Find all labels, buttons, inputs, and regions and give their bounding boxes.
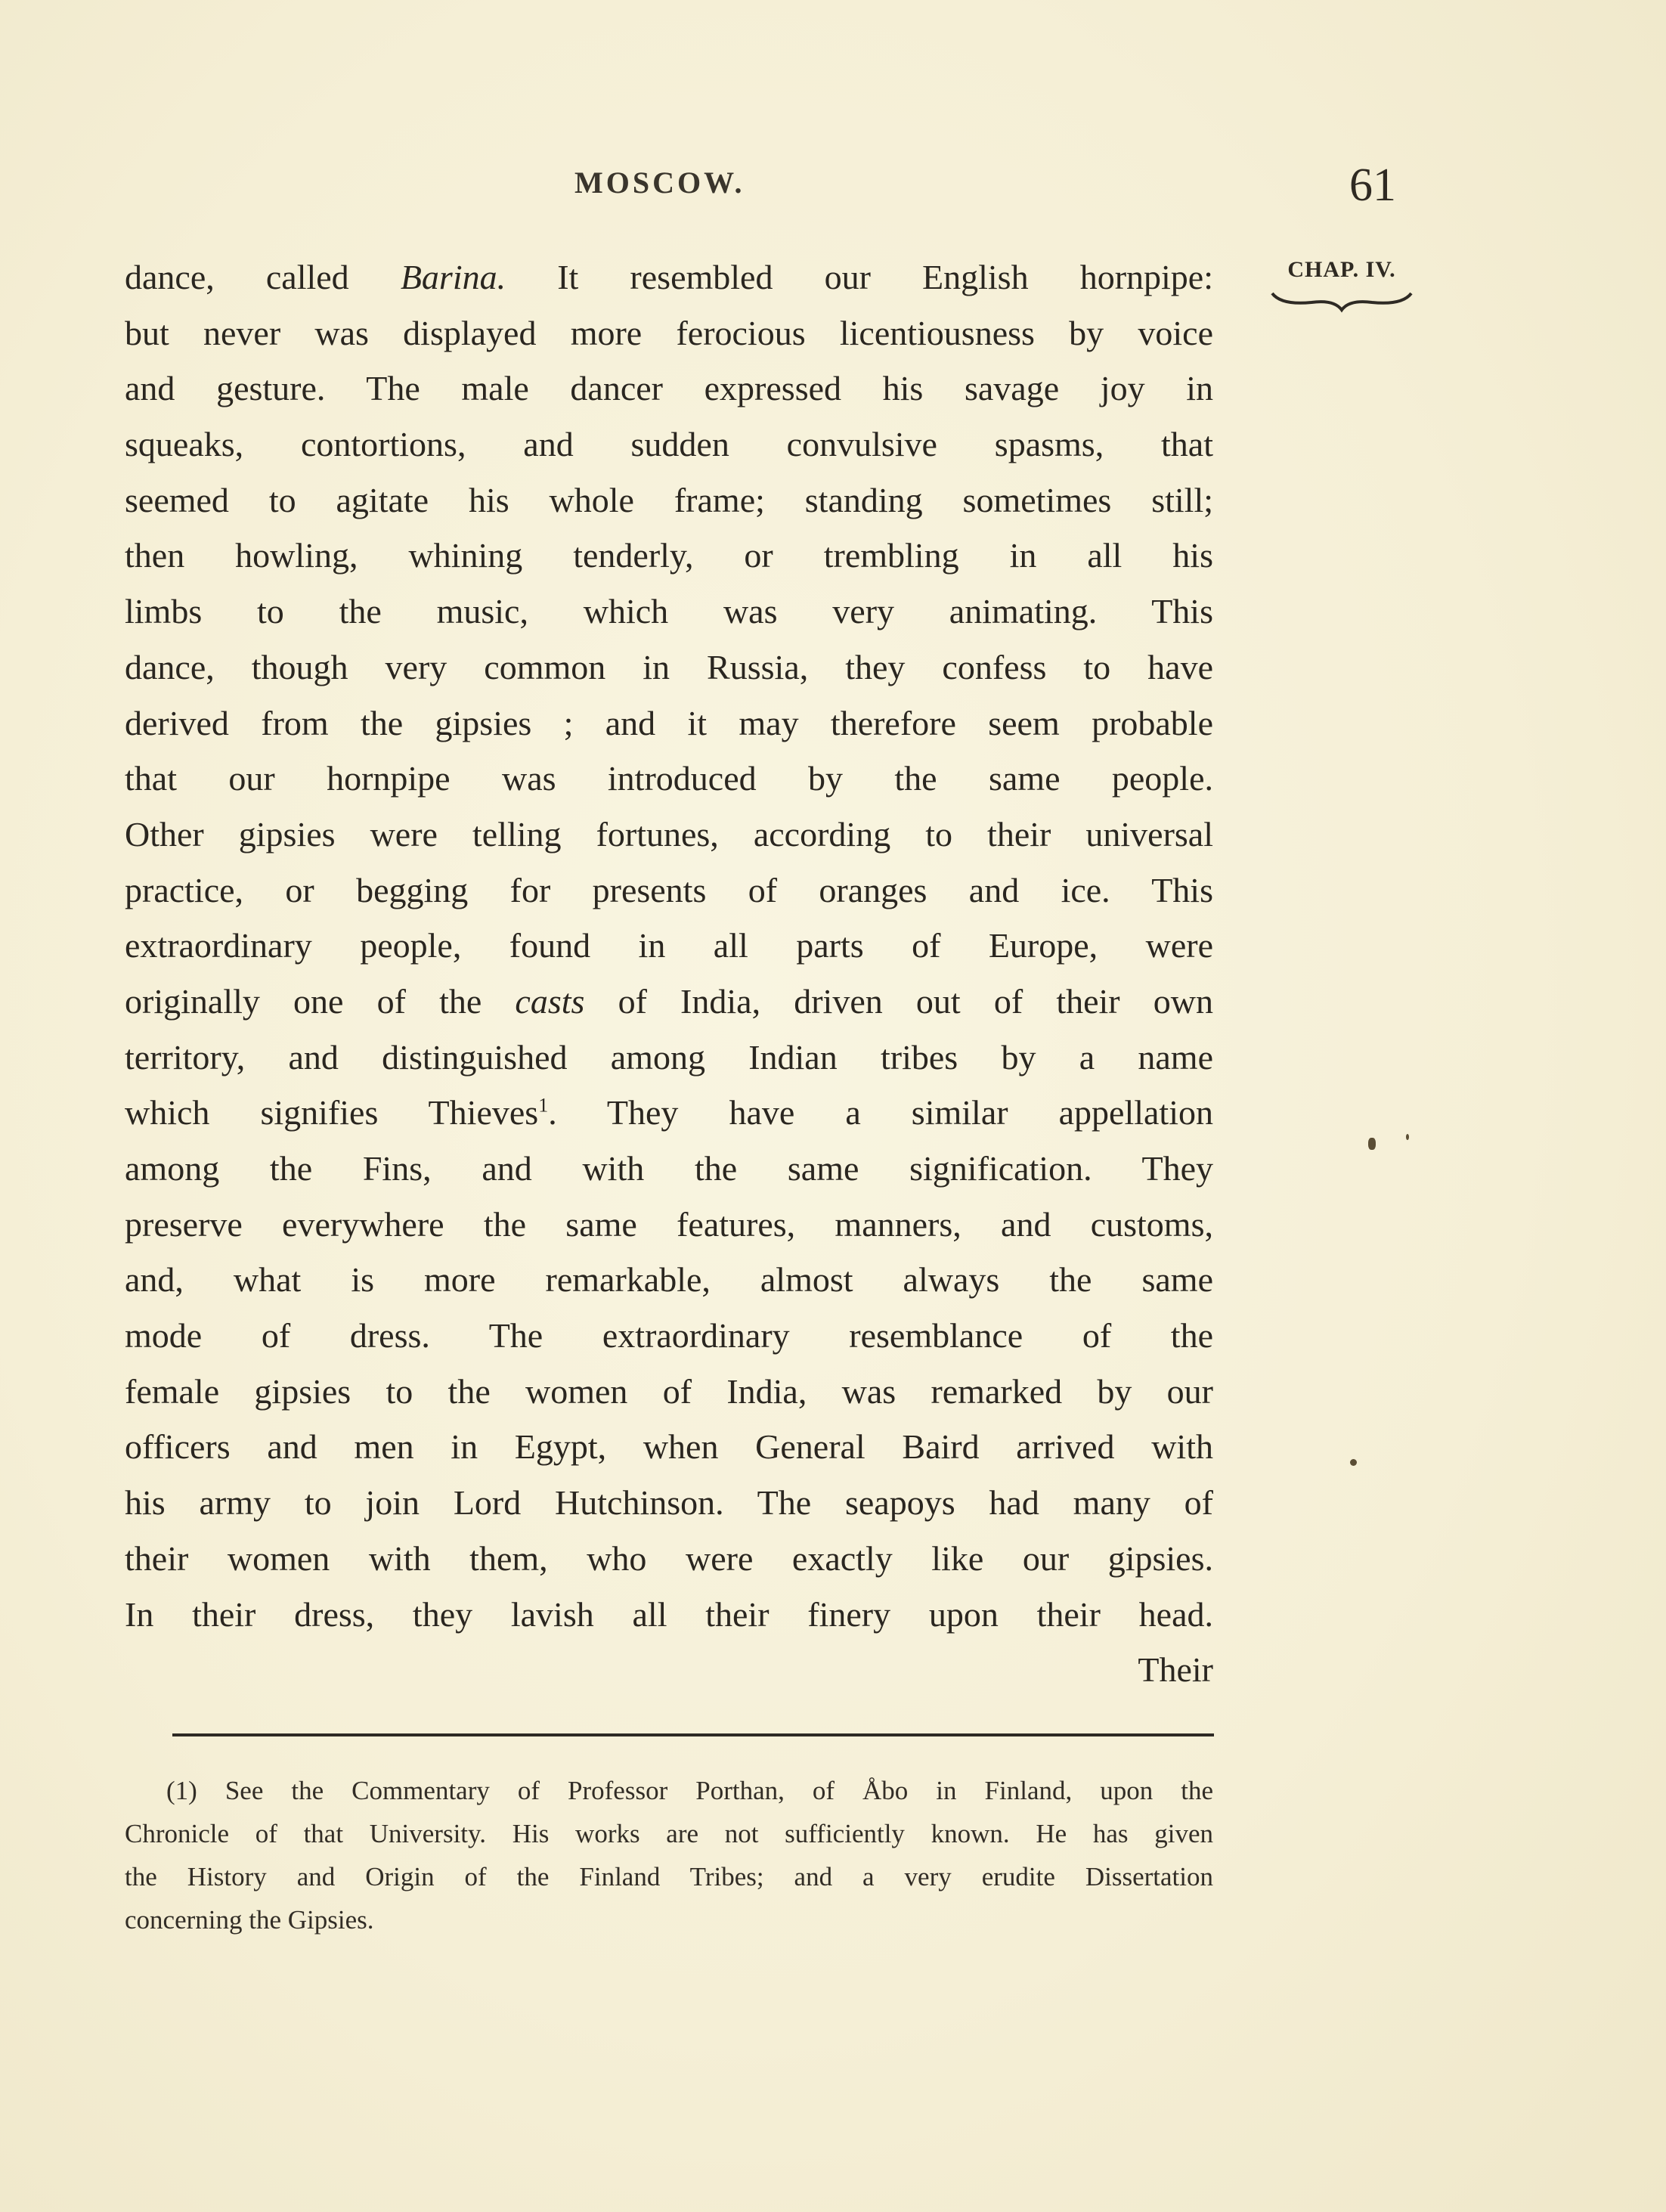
text-line — [125, 696, 1213, 751]
text-run: dance, though very common in Russia, they confess to have — [125, 647, 1213, 686]
text-line — [125, 1308, 1213, 1364]
text-run: female gipsies to the women of India, was remarked by our — [125, 1371, 1213, 1411]
text-run: but never was displayed more ferocious licentiousness by voice — [125, 313, 1213, 352]
footnote-line: concerning the Gipsies. — [125, 1905, 374, 1935]
text-line — [125, 918, 1213, 974]
text-line — [125, 1475, 1213, 1531]
text-line — [125, 640, 1213, 696]
text-run: among the Fins, and with the same signification. They — [125, 1149, 1213, 1188]
text-line — [125, 974, 1213, 1030]
brace-ornament-icon — [1266, 286, 1417, 316]
text-line — [125, 249, 1213, 305]
text-line — [125, 863, 1213, 919]
text-line — [125, 472, 1213, 528]
text-line — [125, 751, 1213, 807]
paper-speck — [1350, 1459, 1357, 1466]
text-run: squeaks, contortions, and sudden convulsive spasms, that — [125, 425, 1213, 464]
text-run: mode of dress. The extraordinary resemblance of the — [125, 1316, 1213, 1355]
text-line — [125, 1252, 1213, 1308]
margin-note — [1266, 257, 1417, 316]
main-text — [125, 249, 1213, 1698]
text-run: originally one of the — [125, 981, 516, 1021]
text-line — [125, 1419, 1213, 1475]
text-run: seemed to agitate his whole frame; standing sometimes still; — [125, 480, 1213, 519]
text-line — [125, 1364, 1213, 1420]
text-run: and gesture. The male dancer expressed his savage joy in — [125, 369, 1213, 408]
page-number: 61 — [1349, 160, 1396, 211]
text-run: practice, or begging for presents of oranges and ice. This — [125, 870, 1213, 909]
text-run: limbs to the music, which was very animating. This — [125, 592, 1213, 631]
footnote — [125, 1769, 1213, 1941]
text-line — [125, 1085, 1213, 1141]
text-run: derived from the gipsies ; and it may therefore seem probable — [125, 703, 1213, 742]
text-run: . They have a similar appellation — [548, 1093, 1213, 1132]
footnote-line: the History and Origin of the Finland Tribes; and a very erudite Dissertation — [125, 1862, 1213, 1891]
text-run: casts — [515, 981, 585, 1021]
paper-speck — [1368, 1138, 1376, 1150]
text-line — [125, 584, 1213, 640]
text-line — [125, 1531, 1213, 1587]
text-run: which signifies Thieves — [125, 1093, 539, 1132]
text-line — [125, 361, 1213, 417]
text-run: Their — [1138, 1650, 1213, 1690]
footnote-marker: 1 — [538, 1094, 549, 1117]
text-line — [125, 1030, 1213, 1086]
text-run: officers and men in Egypt, when General Baird arrived with — [125, 1427, 1213, 1467]
text-run: In their dress, they lavish all their finery upon their head. — [125, 1594, 1213, 1634]
text-run: Barina. — [400, 258, 506, 296]
text-run: that our hornpipe was introduced by the same people. — [125, 759, 1213, 798]
chapter-label: CHAP. IV. — [1287, 257, 1396, 282]
text-run: It resembled our English hornpipe: — [506, 258, 1213, 296]
text-line — [125, 528, 1213, 584]
text-run: extraordinary people, found in all parts of Europe, were — [125, 926, 1213, 965]
text-run: Other gipsies were telling fortunes, according to their universal — [125, 814, 1213, 854]
text-run: of India, driven out of their own — [584, 981, 1213, 1021]
text-run: territory, and distinguished among Indian tribes by a name — [125, 1037, 1213, 1077]
text-run: and, what is more remarkable, almost always the same — [125, 1260, 1213, 1300]
text-line — [125, 417, 1213, 472]
footnote-line: Chronicle of that University. His works are not sufficiently known. He has given — [125, 1819, 1213, 1848]
text-line — [125, 305, 1213, 361]
text-run: their women with them, who were exactly like our gipsies. — [125, 1538, 1213, 1578]
text-run: preserve everywhere the same features, manners, and customs, — [125, 1204, 1213, 1244]
paper-speck — [1406, 1134, 1409, 1140]
text-line — [125, 1642, 1213, 1698]
text-line — [125, 1587, 1213, 1643]
text-run: his army to join Lord Hutchinson. The seapoys had many of — [125, 1483, 1213, 1523]
text-line — [125, 1197, 1213, 1253]
text-run: dance, called — [125, 258, 401, 296]
footnote-line: (1) See the Commentary of Professor Porthan, of Åbo in Finland, upon the — [166, 1776, 1213, 1805]
running-title: MOSCOW. — [574, 166, 745, 200]
text-line — [125, 807, 1213, 863]
text-line — [125, 1141, 1213, 1197]
text-run: then howling, whining tenderly, or trembling in all his — [125, 536, 1213, 575]
footnote-rule — [172, 1733, 1214, 1736]
